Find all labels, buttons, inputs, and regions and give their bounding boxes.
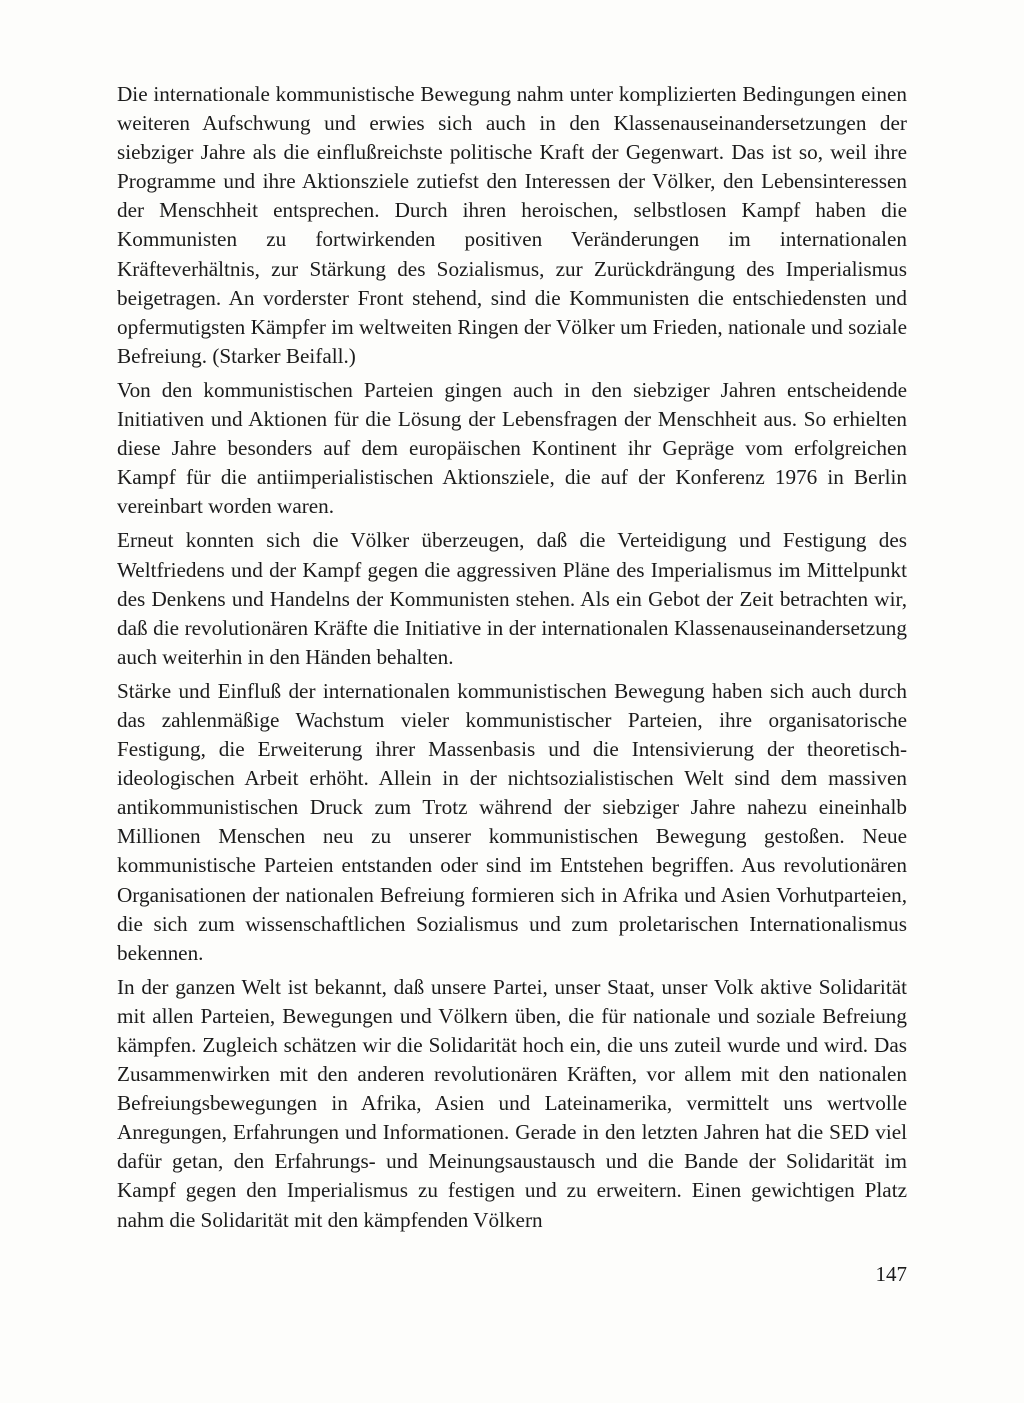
paragraph-3: Erneut konnten sich die Völker überzeugen, daß die Verteidigung und Festigung des Weltfriedens und der Kampf gegen die aggressiven Pläne des Imperialismus im Mittelpunkt des Denkens und Handelns der Kommunisten stehen. Als ein Gebot der Zeit betrachten wir, daß die revolutionären Kräfte die Initiative in der internationalen Klassenauseinandersetzung auch weiterhin in den Händen behalten. bbox=[117, 528, 907, 669]
paragraph-4: Stärke und Einfluß der internationalen kommunistischen Bewegung haben sich auch durch das zahlenmäßige Wachstum vieler kommunistischer Parteien, ihre organisatorische Festigung, die Erweiterung ihrer Massenbasis und die Intensivierung der theoretisch-ideologischen Arbeit erhöht. Allein in der nichtsozialistischen Welt sind dem massiven antikommunistischen Druck zum Trotz während der siebziger Jahre nahezu eineinhalb Millionen Menschen neu zu unserer kommunistischen Bewegung gestoßen. Neue kommunistische Parteien entstanden oder sind im Entstehen begriffen. Aus revolutionären Organisationen der nationalen Befreiung formieren sich in Afrika und Asien Vorhutparteien, die sich zum wissenschaftlichen Sozialismus und zum proletarischen Internationalismus bekennen. bbox=[117, 678, 907, 965]
page-number: 147 bbox=[875, 1262, 907, 1286]
paragraph-2: Von den kommunistischen Parteien gingen auch in den siebziger Jahren entscheidende Initiativen und Aktionen für die Lösung der Lebensfragen der Menschheit aus. So erhielten diese Jahre besonders auf dem europäischen Kontinent ihr Gepräge vom erfolgreichen Kampf für die antiimperialistischen Aktionsziele, die auf der Konferenz 1976 in Berlin vereinbart worden waren. bbox=[117, 377, 907, 519]
paragraph-1: Die internationale kommunistische Bewegung nahm unter komplizierten Bedingungen einen weiteren Aufschwung und erwies sich auch in den Klassenauseinandersetzungen der siebziger Jahre als die einflußreichste politische Kraft der Gegenwart. Das ist so, weil ihre Programme und ihre Aktionsziele zutiefst den Interessen der Völker, den Lebensinteressen der Menschheit entsprechen. Durch ihren heroischen, selbstlosen Kampf haben die Kommunisten zu fortwirkenden positiven Veränderungen im internationalen Kräfteverhältnis, zur Stärkung des Sozialismus, zur Zurückdrängung des Imperialismus beigetragen. An vorderster Front stehend, sind die Kommunisten die entschiedensten und opfermutigsten Kämpfer im weltweiten Ringen der Völker um Frieden, nationale und soziale Befreiung. (Starker Beifall.) bbox=[117, 82, 907, 368]
body-text bbox=[117, 80, 907, 1240]
paragraph-5: In der ganzen Welt ist bekannt, daß unsere Partei, unser Staat, unser Volk aktive Solidarität mit allen Parteien, Bewegungen und Völkern üben, die für nationale und soziale Befreiung kämpfen. Zugleich schätzen wir die Solidarität hoch ein, die uns zuteil wurde und wird. Das Zusammenwirken mit den anderen revolutionären Kräften, vor allem mit den nationalen Befreiungsbewegungen in Afrika, Asien und Lateinamerika, vermittelt uns wertvolle Anregungen, Erfahrungen und Informationen. Gerade in den letzten Jahren hat die SED viel dafür getan, den Erfahrungs- und Meinungsaustausch und die Bande der Solidarität im Kampf gegen den Imperialismus zu festigen und zu erweitern. Einen gewichtigen Platz nahm die Solidarität mit den kämpfenden Völkern bbox=[117, 974, 907, 1232]
